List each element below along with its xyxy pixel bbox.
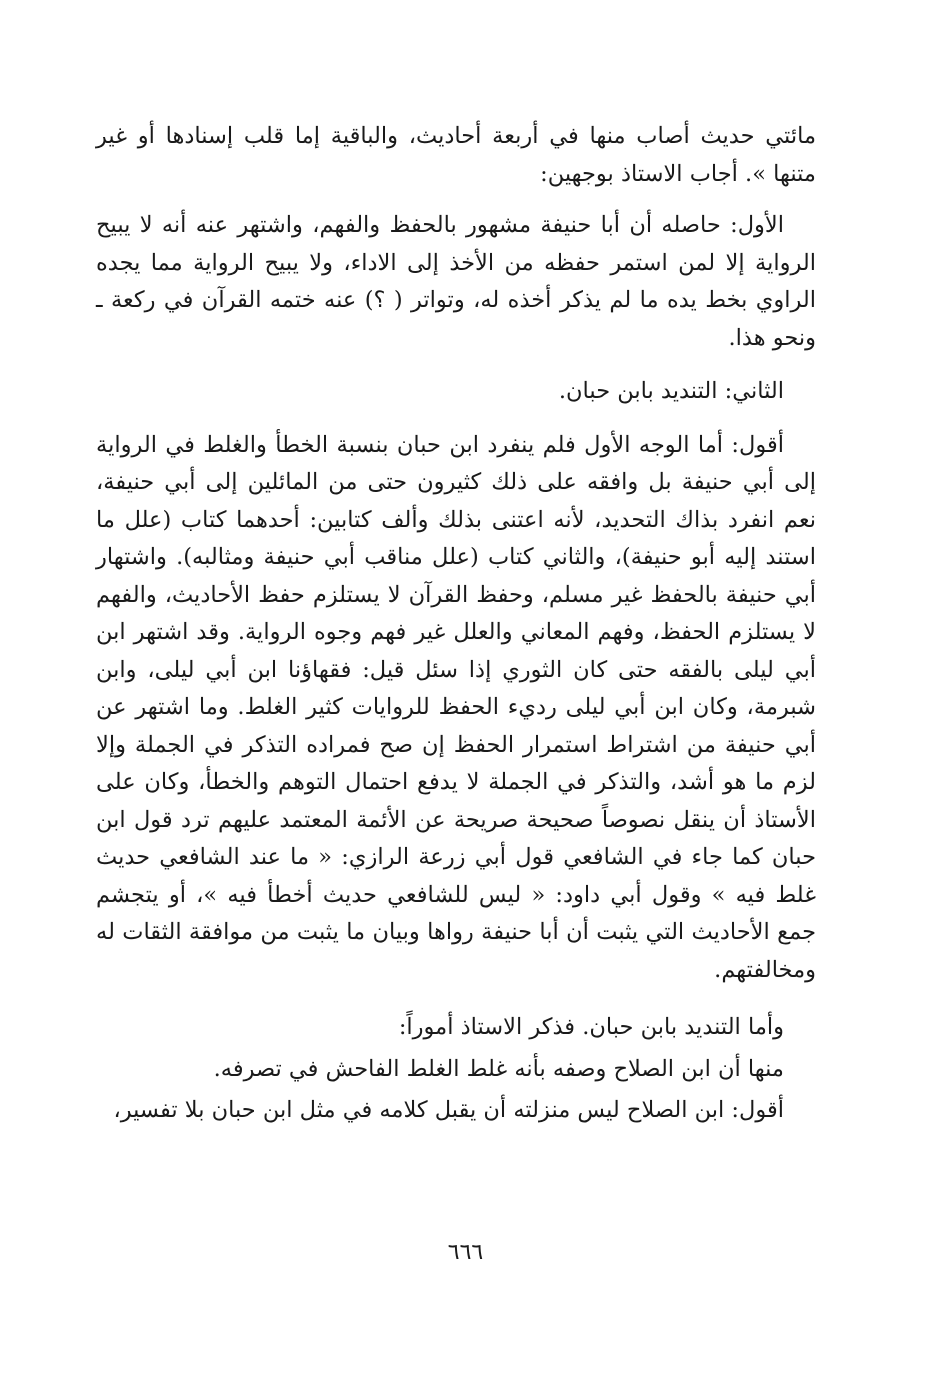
paragraph-2: الأول: حاصله أن أبا حنيفة مشهور بالحفظ والفهم، واشتهر عنه أنه لا يبيح الرواية إلا لمن استمر حفظه من الأخذ إلى الاداء، ولا يبيح الرواية مما يجده الراوي بخط يده ما لم يذكر أخذه له، وتواتر ( ؟) عنه ختمه القرآن في ركعة ـ ونحو هذا. [96,212,816,351]
page-body [96,118,816,1130]
paragraph-6: منها أن ابن الصلاح وصفه بأنه غلط الغلط الفاحش في تصرفه. [213,1055,784,1082]
paragraph-5: وأما التنديد بابن حبان. فذكر الاستاذ أموراً: [398,1014,784,1040]
paragraph-4: أقول: أما الوجه الأول فلم ينفرد ابن حبان بنسبة الخطأ والغلط في الرواية إلى أبي حنيفة بل وافقه على ذلك كثيرون حتى من المائلين إلى أبي حنيفة، نعم انفرد بذاك التحديد، لأنه اعتنى بذلك وألف كتابين: أحدهما كتاب (علل ما استند إليه أبو حنيفة)، والثاني كتاب (علل مناقب أبي حنيفة ومثالبه). واشتهار أبي حنيفة بالحفظ غير مسلم، وحفظ القرآن لا يستلزم حفظ الأحاديث، والفهم لا يستلزم الحفظ، وفهم المعاني والعلل غير فهم وجوه الرواية. وقد اشتهر ابن أبي ليلى بالفقه حتى كان الثوري إذا سئل قيل: فقهاؤنا ابن أبي ليلى، وابن شبرمة، وكان ابن أبي ليلى رديء الحفظ للروايات كثير الغلط. وما اشتهر عن أبي حنيفة من اشتراط استمرار الحفظ إن صح فمراده التذكر في الجملة وإلا لزم ما هو أشد، والتذكر في الجملة لا يدفع احتمال التوهم والخطأ، وكان على الأستاذ أن ينقل نصوصاً صحيحة صريحة عن الأئمة المعتمد عليهم ترد قول ابن حبان كما جاء في الشافعي قول أبي زرعة الرازي: « ما عند الشافعي حديث غلط فيه » وقول أبي داود: « ليس للشافعي حديث أخطأ فيه »، أو يتجشم جمع الأحاديث التي يثبت أن أبا حنيفة رواها وبيان ما يثبت من موافقة الثقات له ومخالفتهم. [96,431,816,983]
paragraph-7: أقول: ابن الصلاح ليس منزلته أن يقبل كلامه في مثل ابن حبان بلا تفسير، [113,1097,784,1123]
paragraph-3: الثاني: التنديد بابن حبان. [558,378,784,404]
paragraph-1: مائتي حديث أصاب منها في أربعة أحاديث، والباقية إما قلب إسنادها أو غير متنها ». أجاب الاستاذ بوجهين: [96,123,816,187]
page-number: ٦٦٦ [447,1240,484,1265]
